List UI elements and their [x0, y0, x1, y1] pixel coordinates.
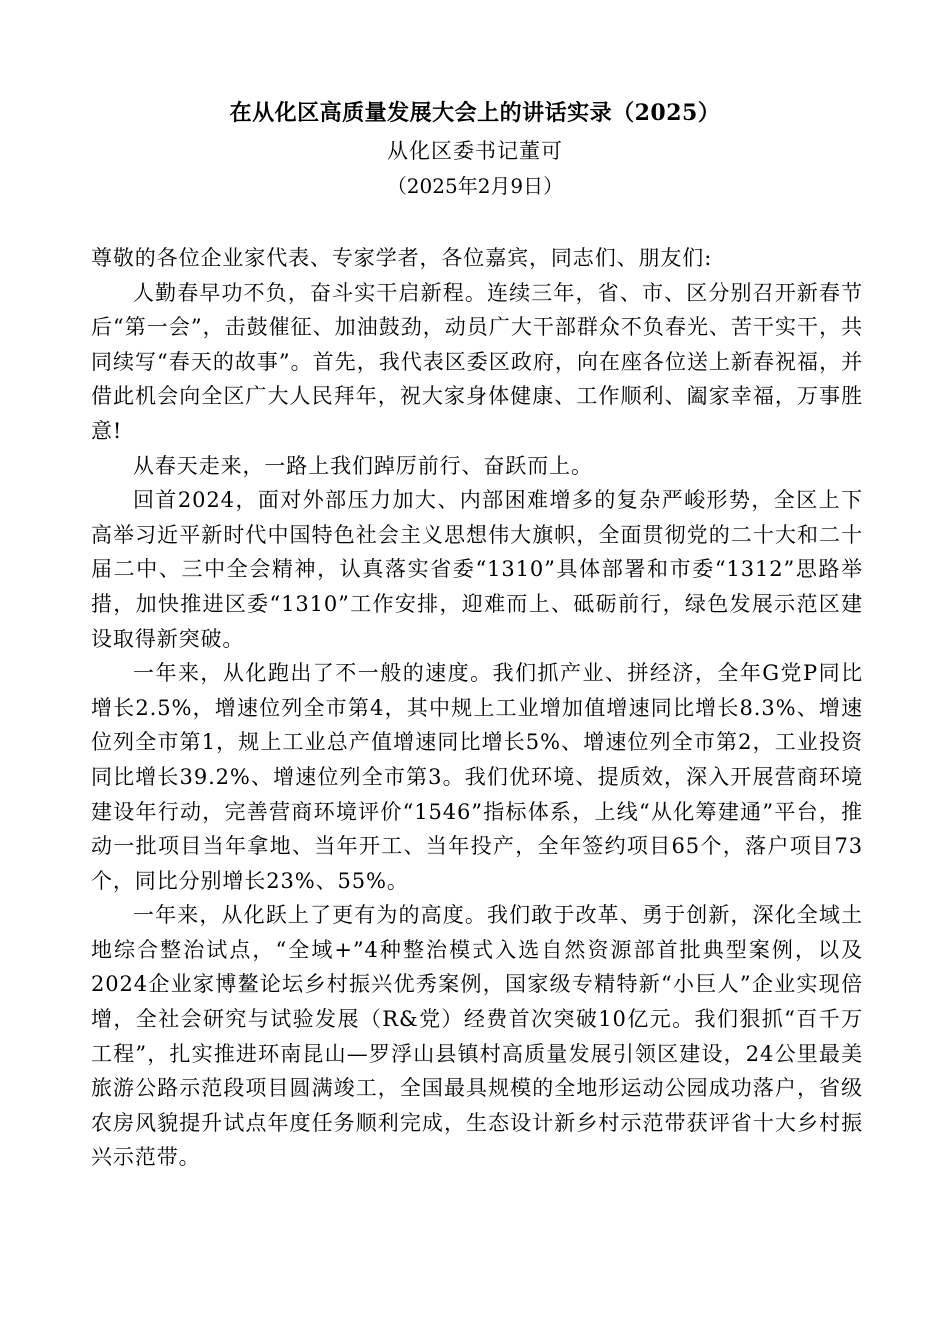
document-author: 从化区委书记董可: [387, 139, 563, 163]
paragraph: 一年来，从化跑出了不一般的速度。我们抓产业、拼经济，全年G党P同比增长2.5%，增速位列全市第4，其中规上工业增加值增速同比增长8.3%、增速位列全市第1，规上工业总产值增速同比增长5%、增速位列全市第2，工业投资同比增长39.2%、增速位列全市第3。我们优环境、提质效，深入开展营商环境建设年行动，完善营商环境评价“1546”指标体系，上线“从化筹建通”平台，推动一批项目当年拿地、当年开工、当年投产，全年签约项目65个，落户项目73个，同比分别增长23%、55%。: [91, 661, 863, 893]
document-body: [91, 241, 863, 1175]
salutation: 尊敬的各位企业家代表、专家学者，各位嘉宾，同志们、朋友们:: [91, 246, 713, 270]
paragraph: 人勤春早功不负，奋斗实干启新程。连续三年，省、市、区分别召开新春节后“第一会”，击鼓催征、加油鼓劲，动员广大干部群众不负春光、苦干实干，共同续写“春天的故事”。首先，我代表区委区政府，向在座各位送上新春祝福，并借此机会向全区广大人民拜年，祝大家身体健康、工作顺利、阖家幸福，万事胜意!: [91, 280, 863, 443]
document-title: 在从化区高质量发展大会上的讲话实录（2025）: [229, 100, 721, 126]
paragraph: 回首2024，面对外部压力加大、内部困难增多的复杂严峻形势，全区上下高举习近平新时代中国特色社会主义思想伟大旗帜，全面贯彻党的二十大和二十届二中、三中全会精神，认真落实省委“1310”具体部署和市委“1312”思路举措，加快推进区委“1310”工作安排，迎难而上、砥砺前行，绿色发展示范区建设取得新突破。: [91, 488, 863, 651]
paragraph: 从春天走来，一路上我们踔厉前行、奋跃而上。: [133, 453, 593, 478]
document-date: （2025年2月9日）: [386, 174, 564, 198]
paragraph: 一年来，从化跃上了更有为的高度。我们敢于改革、勇于创新，深化全域土地综合整治试点，“全域+”4种整治模式入选自然资源部首批典型案例，以及2024企业家博鳌论坛乡村振兴优秀案例，国家级专精特新“小巨人”企业实现倍增，全社会研究与试验发展（R&党）经费首次突破10亿元。我们狠抓“百千万工程”，扎实推进环南昆山—罗浮山县镇村高质量发展引领区建设，24公里最美旅游公路示范段项目圆满竣工，全国最具规模的全地形运动公园成功落户，省级农房风貌提升试点年度任务顺利完成，生态设计新乡村示范带获评省十大乡村振兴示范带。: [91, 903, 863, 1170]
